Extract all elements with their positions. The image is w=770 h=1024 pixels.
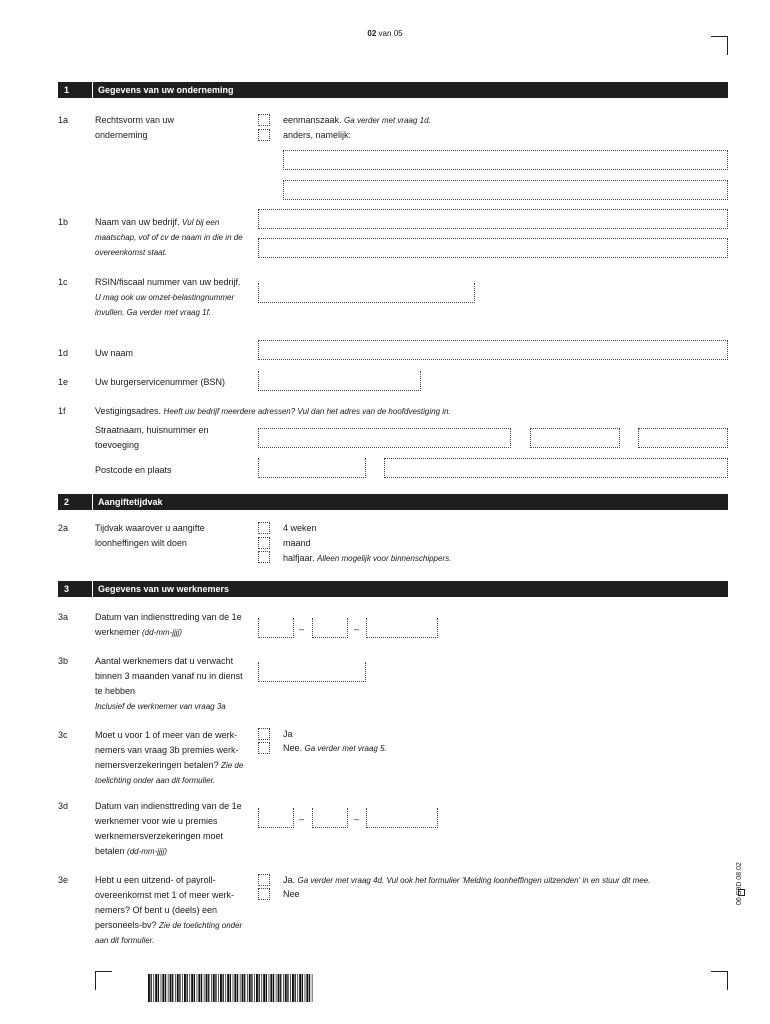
crop-mark-bottom-right xyxy=(711,971,728,990)
street-field[interactable] xyxy=(258,428,511,448)
employee-count-field[interactable] xyxy=(258,662,366,682)
date-day-field[interactable] xyxy=(258,808,294,828)
checkbox-maand[interactable] xyxy=(258,537,270,549)
question-number: 2a xyxy=(58,523,69,533)
form-code: 06 S9D 08 02 xyxy=(736,862,743,905)
question-label: Datum van indiensttreding van de 1e werknemer (dd-mm-jjjj) xyxy=(95,612,242,637)
rsin-field[interactable] xyxy=(258,283,475,303)
barcode xyxy=(148,974,313,1002)
question-number: 3c xyxy=(58,730,68,740)
question-label: Vestigingsadres. Heeft uw bedrijf meerdere adressen? Vul dan het adres van de hoofdvestiging in. xyxy=(95,406,451,416)
housenumber-field[interactable] xyxy=(530,428,620,448)
question-number: 3e xyxy=(58,875,69,885)
question-number: 1f xyxy=(58,406,66,416)
section-header-1: 1 Gegevens van uw onderneming xyxy=(58,82,728,98)
question-number: 1d xyxy=(58,348,69,358)
city-field[interactable] xyxy=(384,458,728,478)
option-halfjaar: halfjaar. Alleen mogelijk voor binnenschippers. xyxy=(283,553,452,563)
date-separator: – xyxy=(354,624,360,634)
option-ja: Ja xyxy=(283,729,293,739)
date-day-field[interactable] xyxy=(258,618,294,638)
question-label: Rechtsvorm van uw onderneming xyxy=(95,115,175,140)
bsn-field[interactable] xyxy=(258,371,421,391)
checkbox-halfjaar[interactable] xyxy=(258,551,270,563)
option-ja: Ja. Ga verder met vraag 4d. Vul ook het formulier 'Melding loonheffingen uitzenden' in en stuur dit mee. xyxy=(283,875,651,885)
question-label: Naam van uw bedrijf. Vul bij een maatschap, vof of cv de naam in die in de overeenkomst staat. xyxy=(95,217,243,257)
option-nee: Nee. Ga verder met vraag 5. xyxy=(283,743,387,753)
checkbox-4-weken[interactable] xyxy=(258,522,270,534)
your-name-field[interactable] xyxy=(258,340,728,360)
postcode-field[interactable] xyxy=(258,458,366,478)
question-number: 1b xyxy=(58,217,69,227)
date-month-field[interactable] xyxy=(312,808,348,828)
anders-field-1[interactable] xyxy=(283,150,728,170)
option-nee: Nee xyxy=(283,889,300,899)
date-year-field[interactable] xyxy=(366,618,438,638)
question-number: 1e xyxy=(58,377,69,387)
question-number: 1c xyxy=(58,277,68,287)
question-number: 3b xyxy=(58,656,69,666)
checkbox-ja[interactable] xyxy=(258,728,270,740)
date-separator: – xyxy=(354,814,360,824)
question-label: Moet u voor 1 of meer van de werk-nemers van vraag 3b premies werk-nemersverzekeringen betalen? Zie de toelichting onder aan dit formulier. xyxy=(95,730,244,785)
question-number: 3d xyxy=(58,801,69,811)
question-label: Aantal werknemers dat u verwacht binnen 3 maanden vanaf nu in dienst te hebben Inclusief de werknemer van vraag 3a xyxy=(95,656,243,711)
crop-mark-top-right xyxy=(711,36,728,55)
question-number: 1a xyxy=(58,115,69,125)
question-label: Uw naam xyxy=(95,348,134,358)
question-label: Uw burgerservicenummer (BSN) xyxy=(95,377,226,387)
option-eenmanszaak: eenmanszaak. Ga verder met vraag 1d. xyxy=(283,115,431,125)
question-label: Hebt u een uitzend- of payroll-overeenkomst met 1 of meer werk-nemers? Of bent u (deels) een personeels-bv? Zie de toelichting onder aan dit formulier. xyxy=(95,875,243,945)
street-label: Straatnaam, huisnummer en toevoeging xyxy=(95,425,209,450)
date-year-field[interactable] xyxy=(366,808,438,828)
option-maand: maand xyxy=(283,538,311,548)
checkbox-nee[interactable] xyxy=(258,742,270,754)
company-name-field-2[interactable] xyxy=(258,238,728,258)
date-month-field[interactable] xyxy=(312,618,348,638)
anders-field-2[interactable] xyxy=(283,180,728,200)
question-label: Datum van indiensttreding van de 1e werknemer voor wie u premies werknemersverzekeringen moet betalen (dd-mm-jjjj) xyxy=(95,801,242,856)
page-number: 02 van 05 xyxy=(367,29,403,38)
date-separator: – xyxy=(299,624,305,634)
question-label: Tijdvak waarover u aangifte loonheffingen wilt doen xyxy=(95,523,205,548)
checkbox-anders[interactable] xyxy=(258,129,270,141)
date-separator: – xyxy=(299,814,305,824)
company-name-field-1[interactable] xyxy=(258,209,728,229)
addition-field[interactable] xyxy=(638,428,728,448)
postcode-label: Postcode en plaats xyxy=(95,465,172,475)
checkbox-eenmanszaak[interactable] xyxy=(258,114,270,126)
checkbox-nee[interactable] xyxy=(258,888,270,900)
crop-mark-bottom-left xyxy=(95,971,112,990)
section-header-3: 3 Gegevens van uw werknemers xyxy=(58,581,728,597)
question-number: 3a xyxy=(58,612,69,622)
checkbox-ja[interactable] xyxy=(258,874,270,886)
option-4-weken: 4 weken xyxy=(283,523,317,533)
section-header-2: 2 Aangiftetijdvak xyxy=(58,494,728,510)
option-anders: anders, namelijk: xyxy=(283,130,352,140)
question-label: RSIN/fiscaal nummer van uw bedrijf. U mag ook uw omzet-belastingnummer invullen. Ga verder met vraag 1f. xyxy=(95,277,241,317)
